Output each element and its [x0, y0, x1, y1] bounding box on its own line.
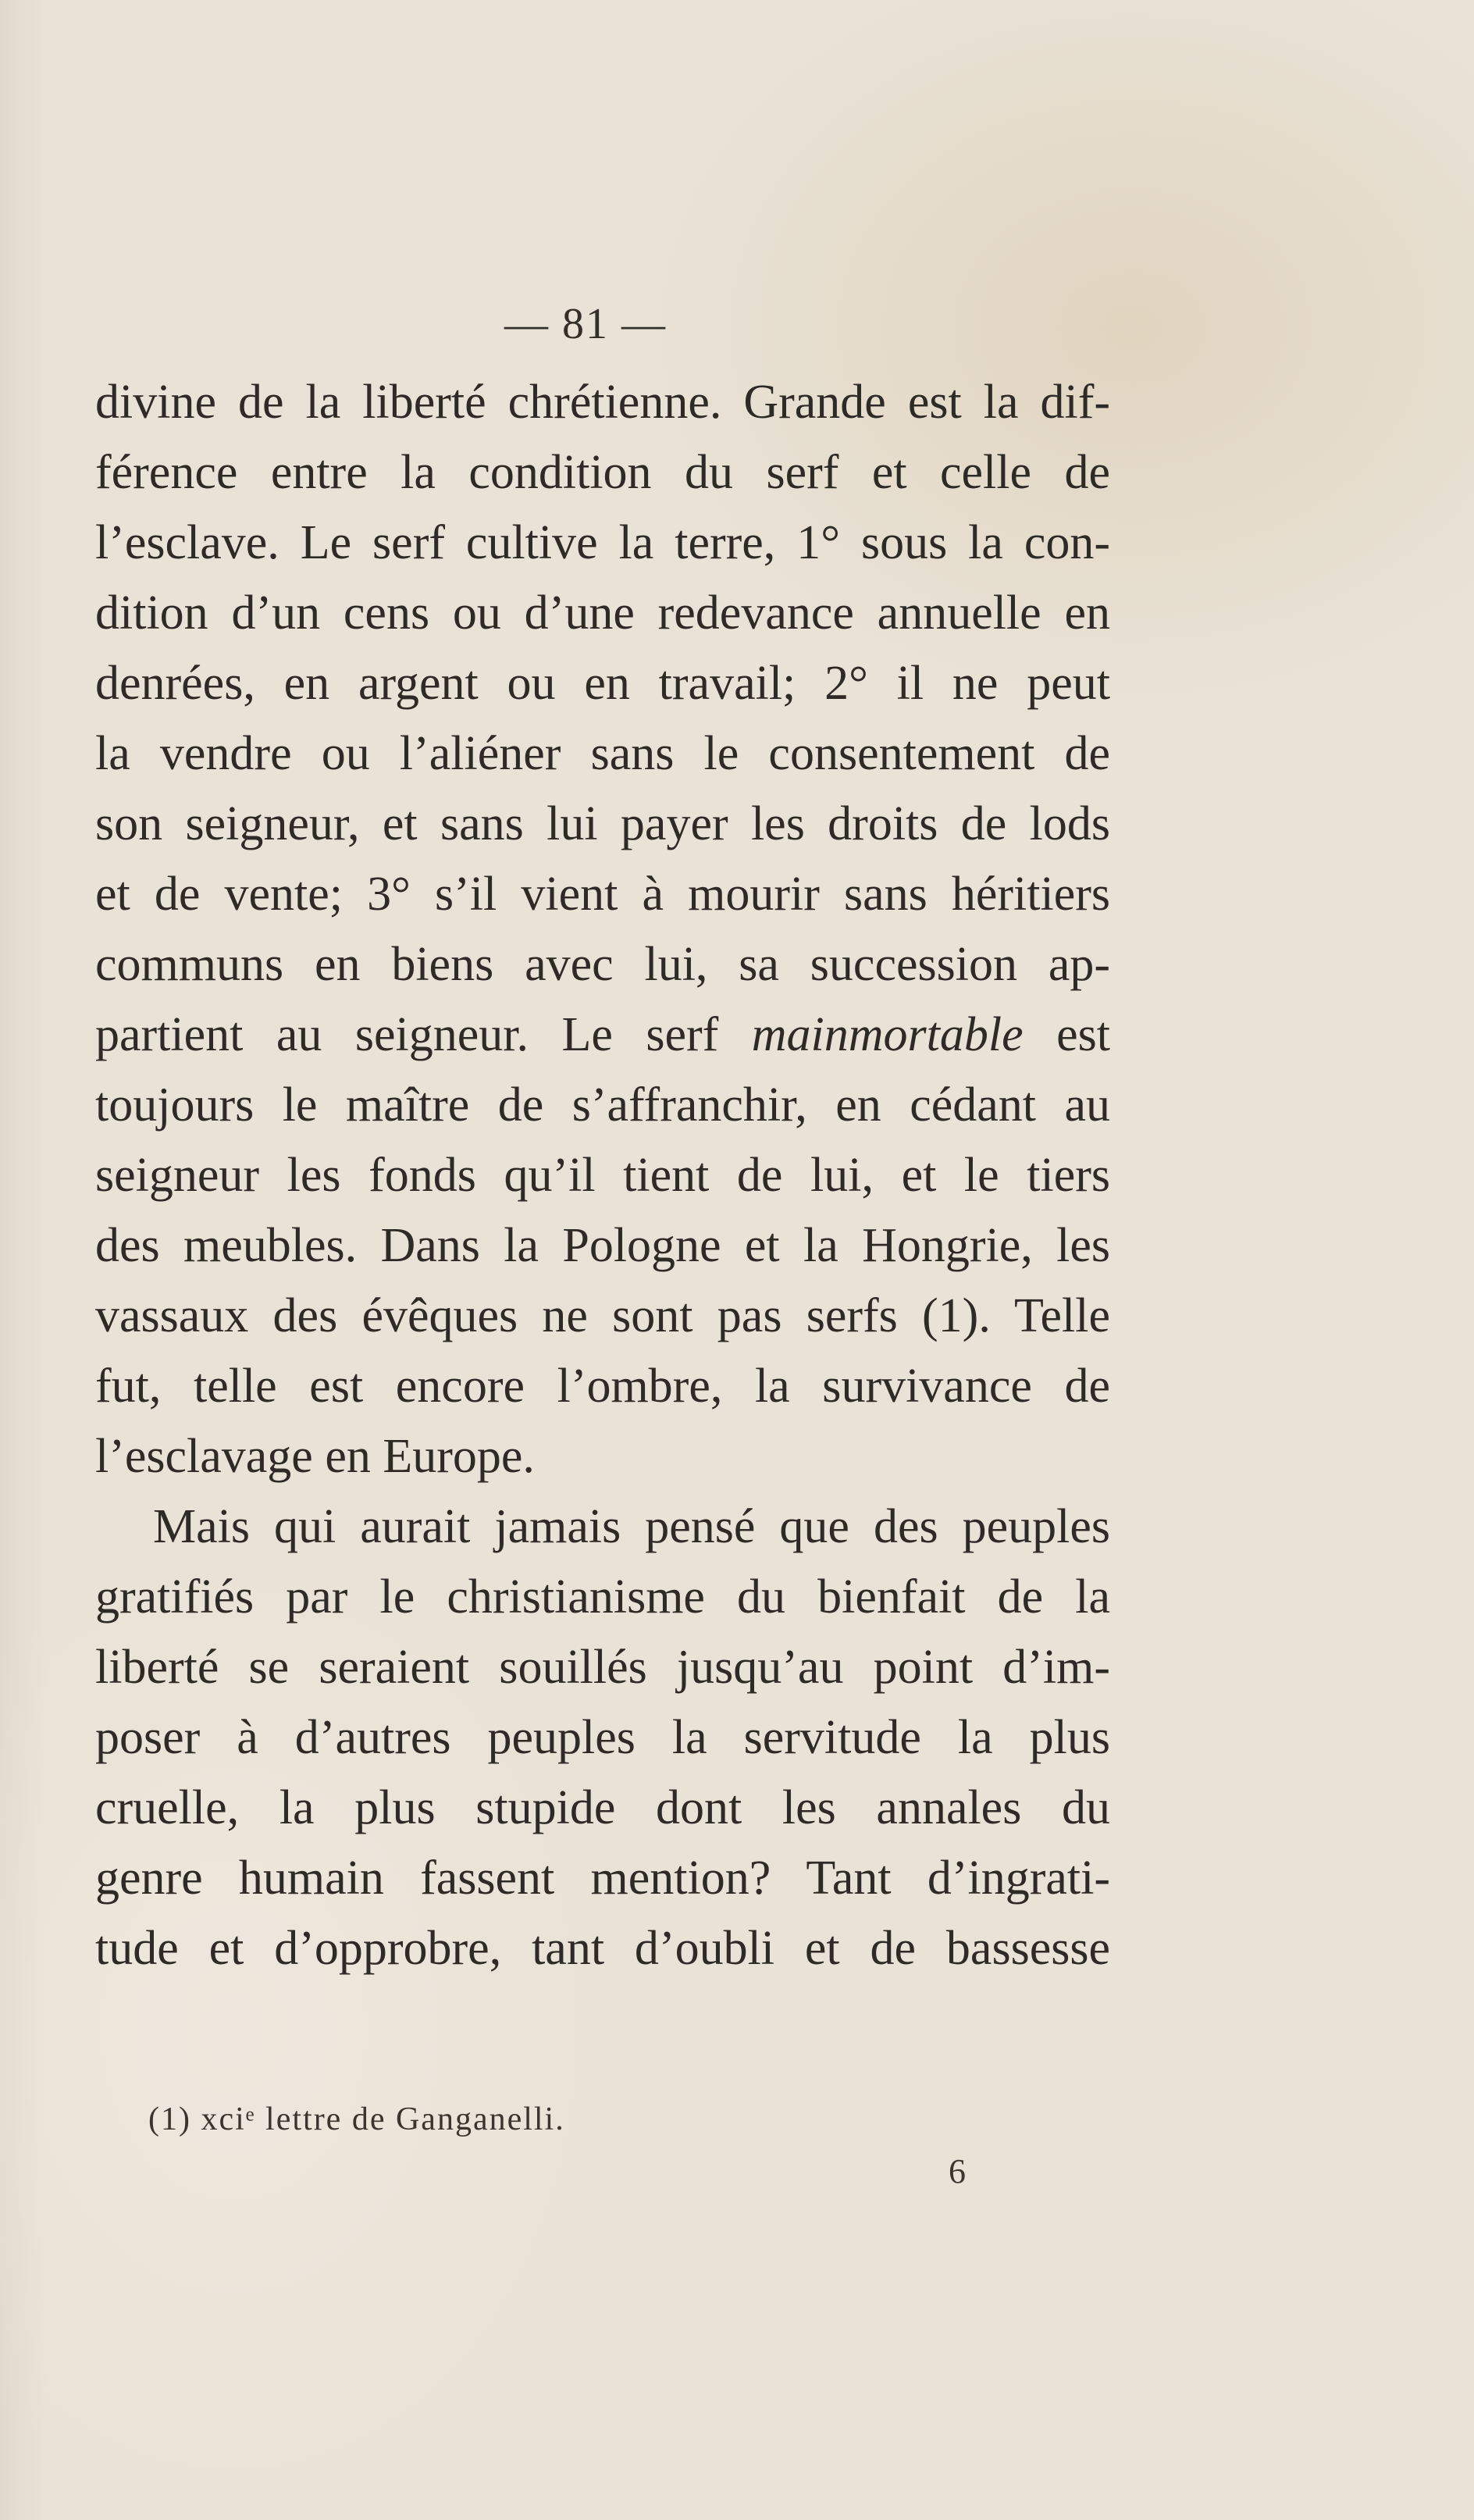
page-number: — 81 —: [504, 300, 667, 348]
italic-term: mainmortable: [751, 1008, 1024, 1061]
body-text: [95, 367, 1110, 1984]
text-line-11: toujours le maître de s’affranchir, en cédant au: [95, 1078, 1110, 1132]
text-line-17: Mais qui aurait jamais pensé que des peuples: [153, 1500, 1110, 1553]
text-line-6: la vendre ou l’aliéner sans le consentement de: [95, 727, 1110, 780]
text-line-23: tude et d’opprobre, tant d’oubli et de bassesse: [95, 1922, 1110, 1975]
text-line-3: l’esclave. Le serf cultive la terre, 1° sous la con-: [95, 516, 1110, 569]
text-line-1: divine de la liberté chrétienne. Grande est la dif-: [95, 376, 1110, 429]
text-line-22: genre humain fassent mention? Tant d’ingrati-: [95, 1852, 1110, 1905]
text-line-9: communs en biens avec lui, sa succession ap-: [95, 938, 1110, 991]
text-line-12: seigneur les fonds qu’il tient de lui, et le tiers: [95, 1149, 1110, 1202]
text-line-10: [95, 1000, 1110, 1070]
text-line-19: liberté se seraient souillés jusqu’au point d’im-: [95, 1641, 1110, 1694]
text-line-7: son seigneur, et sans lui payer les droits de lods: [95, 797, 1110, 850]
text-line-5: denrées, en argent ou en travail; 2° il ne peut: [95, 657, 1110, 710]
text-line-10-start: partient au seigneur. Le serf: [95, 1008, 719, 1061]
text-line-8: et de vente; 3° s’il vient à mourir sans héritiers: [95, 868, 1110, 921]
text-line-20: poser à d’autres peuples la servitude la plus: [95, 1711, 1110, 1764]
text-line-14: vassaux des évêques ne sont pas serfs (1). Telle: [95, 1289, 1110, 1342]
text-line-21: cruelle, la plus stupide dont les annales du: [95, 1781, 1110, 1834]
text-line-18: gratifiés par le christianisme du bienfait de la: [95, 1570, 1110, 1624]
text-line-2: férence entre la condition du serf et celle de: [95, 446, 1110, 499]
footnote: (1) xciᵉ lettre de Ganganelli.: [148, 2101, 565, 2137]
text-line-4: dition d’un cens ou d’une redevance annuelle en: [95, 586, 1110, 640]
text-line-13: des meubles. Dans la Pologne et la Hongrie, les: [95, 1219, 1110, 1272]
signature-mark: 6: [949, 2152, 966, 2190]
text-line-10-end: est: [1056, 1008, 1111, 1061]
text-line-15: fut, telle est encore l’ombre, la survivance de: [95, 1360, 1110, 1413]
text-line-16: l’esclavage en Europe.: [95, 1430, 535, 1483]
